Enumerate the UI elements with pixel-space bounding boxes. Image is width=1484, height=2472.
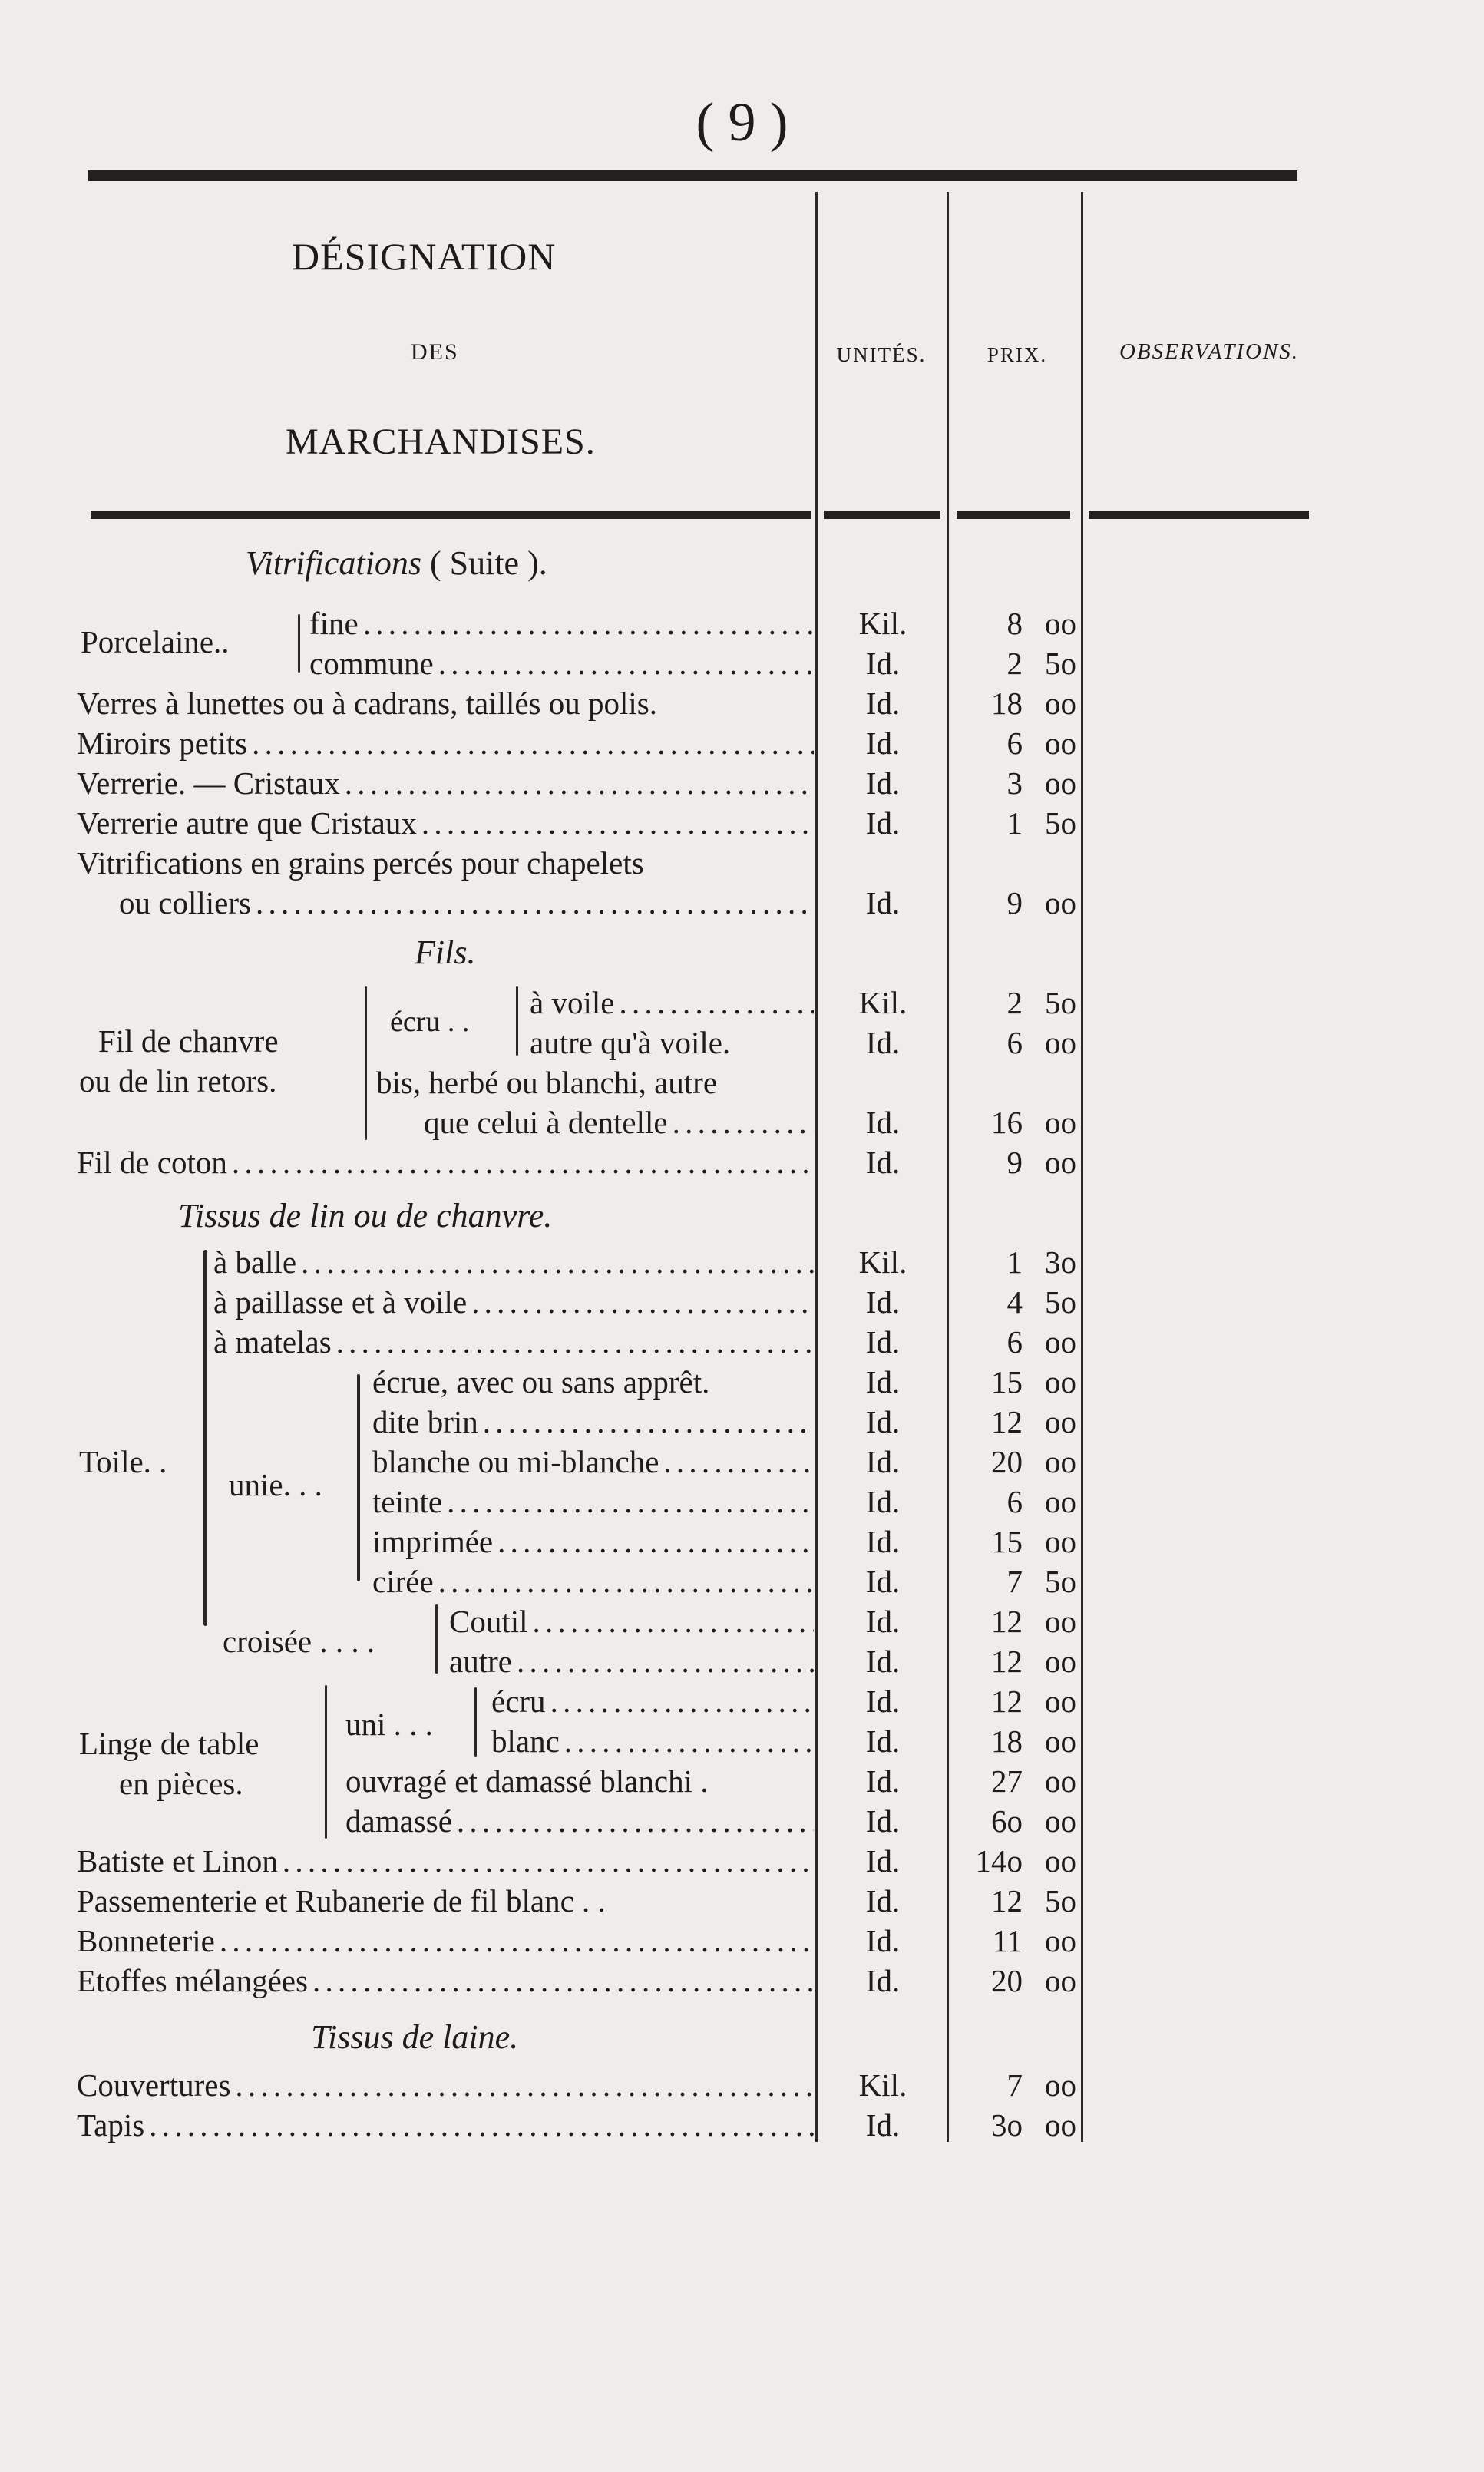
table-row [345,1801,814,1841]
price-cell: 16 oo [991,1105,1076,1140]
label-porcelaine: Porcelaine.. [81,624,230,659]
brace [435,1604,438,1674]
unit-cell: Id. [865,1604,901,1639]
top-rule [88,170,1297,181]
table-row [213,1282,814,1322]
row-text: Etoffes mélangées [77,1963,308,1998]
header-designation: DÉSIGNATION [292,235,557,278]
section-fils: Fils. [415,934,476,971]
unit-cell: Id. [865,1644,901,1679]
row-text: bis, herbé ou blanchi, autre [376,1065,718,1100]
row-text: Verres à lunettes ou à cadrans, taillés ou polis. [77,686,657,721]
label-ecru: écru . . [390,1006,470,1038]
price-cell: 20 oo [991,1444,1076,1479]
unit-cell: Id. [865,1364,901,1400]
unit-cell: Id. [865,646,901,681]
price-cell: 12 5o [991,1883,1076,1918]
row-text: blanche ou mi-blanche [372,1444,659,1479]
row-text: Verrerie. — Cristaux [77,765,340,801]
row-text: imprimée [372,1524,494,1559]
label-fil-chanvre: Fil de chanvre [98,1023,279,1059]
brace [365,986,367,1140]
unit-cell: Id. [865,1524,901,1559]
label-en-pieces: en pièces. [119,1766,243,1801]
price-cell: 3 oo [1006,765,1076,801]
unit-cell: Id. [865,1484,901,1519]
table-row [372,1362,814,1402]
label-toile: Toile. . [79,1444,167,1479]
row-text: Fil de coton [77,1145,227,1180]
price-cell: 12 oo [991,1404,1076,1439]
price-cell: 12 oo [991,1684,1076,1719]
unit-cell: Id. [865,1404,901,1439]
row-text: blanc [491,1723,560,1759]
price-cell: 9 oo [1006,1145,1076,1180]
row-text: fine [309,606,359,641]
table-row [372,1482,814,1522]
price-cell: 18 oo [991,686,1076,721]
table-row [119,883,814,923]
unit-cell: Id. [865,1723,901,1759]
price-cell: 6o oo [991,1803,1076,1839]
brace [325,1685,327,1839]
label-croisee: croisée . . . . [223,1624,375,1659]
unit-cell: Id. [865,1883,901,1918]
price-cell: 1 5o [1006,805,1076,841]
row-text: écru [491,1684,546,1719]
page-number: ( 9 ) [696,91,788,153]
section-tissus-lin: Tissus de lin ou de chanvre. [178,1197,553,1234]
unit-cell: Id. [865,1803,901,1839]
unit-cell: Id. [865,1963,901,1998]
table-row [449,1601,814,1641]
row-text: Verrerie autre que Cristaux [77,805,417,841]
row-text: Passementerie et Rubanerie de fil blanc . . [77,1883,606,1918]
unit-cell: Id. [865,1843,901,1879]
row-text: ou colliers [119,885,251,920]
label-linge-table: Linge de table [79,1726,259,1761]
row-text: autre [449,1644,512,1679]
price-cell: 27 oo [991,1763,1076,1799]
price-cell: 3o oo [991,2107,1076,2143]
header-unites: UNITÉS. [836,343,927,366]
price-cell: 6 oo [1006,1324,1076,1360]
unit-cell: Id. [865,805,901,841]
price-cell: 4 5o [1006,1284,1076,1320]
price-cell: 6 oo [1006,725,1076,761]
unit-cell: Id. [865,1923,901,1958]
price-cell: 9 oo [1006,885,1076,920]
unit-cell: Id. [865,1145,901,1180]
price-cell: 7 5o [1006,1564,1076,1599]
label-fil-lin-retors: ou de lin retors. [79,1063,277,1099]
row-text: écrue, avec ou sans apprêt. [372,1364,710,1400]
table-row [372,1402,814,1442]
header-rule-unites [824,511,940,519]
row-text: Batiste et Linon [77,1843,278,1879]
table-row [372,1522,814,1562]
row-text: autre qu'à voile. [530,1025,731,1060]
unit-cell: Id. [865,1025,901,1060]
price-cell: 2 5o [1006,646,1076,681]
row-text: cirée [372,1564,434,1599]
brace [298,614,300,673]
table-row [77,1921,814,1961]
unit-cell: Id. [865,1763,901,1799]
row-text: que celui à dentelle [424,1105,668,1140]
table-row [449,1641,814,1681]
table-row [77,1142,814,1182]
unit-cell: Id. [865,885,901,920]
unit-cell: Id. [865,1324,901,1360]
table-row [77,1961,814,2001]
header-rule-prix [957,511,1070,519]
price-cell: 6 oo [1006,1025,1076,1060]
table-row [372,1562,814,1601]
price-cell: 11 oo [992,1923,1076,1958]
table-row [213,1242,814,1282]
price-cell: 7 oo [1006,2067,1076,2103]
row-text: damassé [345,1803,452,1839]
table-row [213,1322,814,1362]
row-text: ouvragé et damassé blanchi . [345,1763,709,1799]
price-cell: 18 oo [991,1723,1076,1759]
table-row [77,723,814,763]
row-text: à voile [530,985,615,1020]
label-unie: unie. . . [229,1467,322,1502]
header-des: DES [411,339,459,365]
header-prix: PRIX. [987,343,1048,366]
row-text: commune [309,646,434,681]
row-text: Bonneterie [77,1923,215,1958]
unit-cell: Id. [865,1284,901,1320]
unit-cell: Kil. [858,1244,907,1280]
price-cell: 1 3o [1006,1244,1076,1280]
brace [203,1250,207,1626]
table-row [424,1102,814,1142]
label-uni: uni . . . [345,1707,433,1742]
price-cell: 15 oo [991,1364,1076,1400]
unit-cell: Kil. [858,2067,907,2103]
row-text: dite brin [372,1404,478,1439]
table-row [77,1841,814,1881]
table-row [309,643,814,683]
price-cell: 14o oo [975,1843,1076,1879]
table-row [372,1442,814,1482]
table-row [530,1023,814,1062]
row-text: Coutil [449,1604,528,1639]
unit-cell: Id. [865,686,901,721]
brace [474,1687,477,1757]
brace [516,986,518,1056]
table-row [77,803,814,843]
unit-cell: Id. [865,725,901,761]
header-marchandises: MARCHANDISES. [286,421,596,462]
table-row [77,2065,814,2105]
row-text: Tapis [77,2107,145,2143]
unit-cell: Id. [865,2107,901,2143]
unit-cell: Kil. [858,985,907,1020]
table-row [309,603,814,643]
price-cell: 2 5o [1006,985,1076,1020]
header-rule-designation [91,511,811,519]
table-row [77,763,814,803]
price-cell: 12 oo [991,1644,1076,1679]
price-cell: 20 oo [991,1963,1076,1998]
table-row [77,683,814,723]
unit-cell: Kil. [858,606,907,641]
section-suite: ( Suite ). [429,544,547,582]
unit-cell: Id. [865,1564,901,1599]
brace [357,1374,360,1581]
table-row [376,1062,814,1102]
table-row [491,1721,814,1761]
row-text: à matelas [213,1324,332,1360]
row-text: Vitrifications en grains percés pour chapelets [77,845,644,881]
header-observations: OBSERVATIONS. [1119,339,1300,364]
section-tissus-laine: Tissus de laine. [311,2018,519,2056]
row-text: Couvertures [77,2067,231,2103]
section-vitrifications: Vitrifications [246,544,421,582]
section-title [246,544,547,583]
row-text: Miroirs petits [77,725,248,761]
table-row [77,2105,814,2145]
unit-cell: Id. [865,1105,901,1140]
price-cell: 15 oo [991,1524,1076,1559]
table-row [345,1761,814,1801]
row-text: teinte [372,1484,443,1519]
price-cell: 12 oo [991,1604,1076,1639]
row-text: à balle [213,1244,297,1280]
unit-cell: Id. [865,1684,901,1719]
table-row [491,1681,814,1721]
table-row [530,983,814,1023]
unit-cell: Id. [865,765,901,801]
row-text: à paillasse et à voile [213,1284,468,1320]
header-rule-observations [1089,511,1309,519]
table-row [77,1881,814,1921]
price-cell: 6 oo [1006,1484,1076,1519]
price-cell: 8 oo [1006,606,1076,641]
unit-cell: Id. [865,1444,901,1479]
table-row [77,843,814,883]
